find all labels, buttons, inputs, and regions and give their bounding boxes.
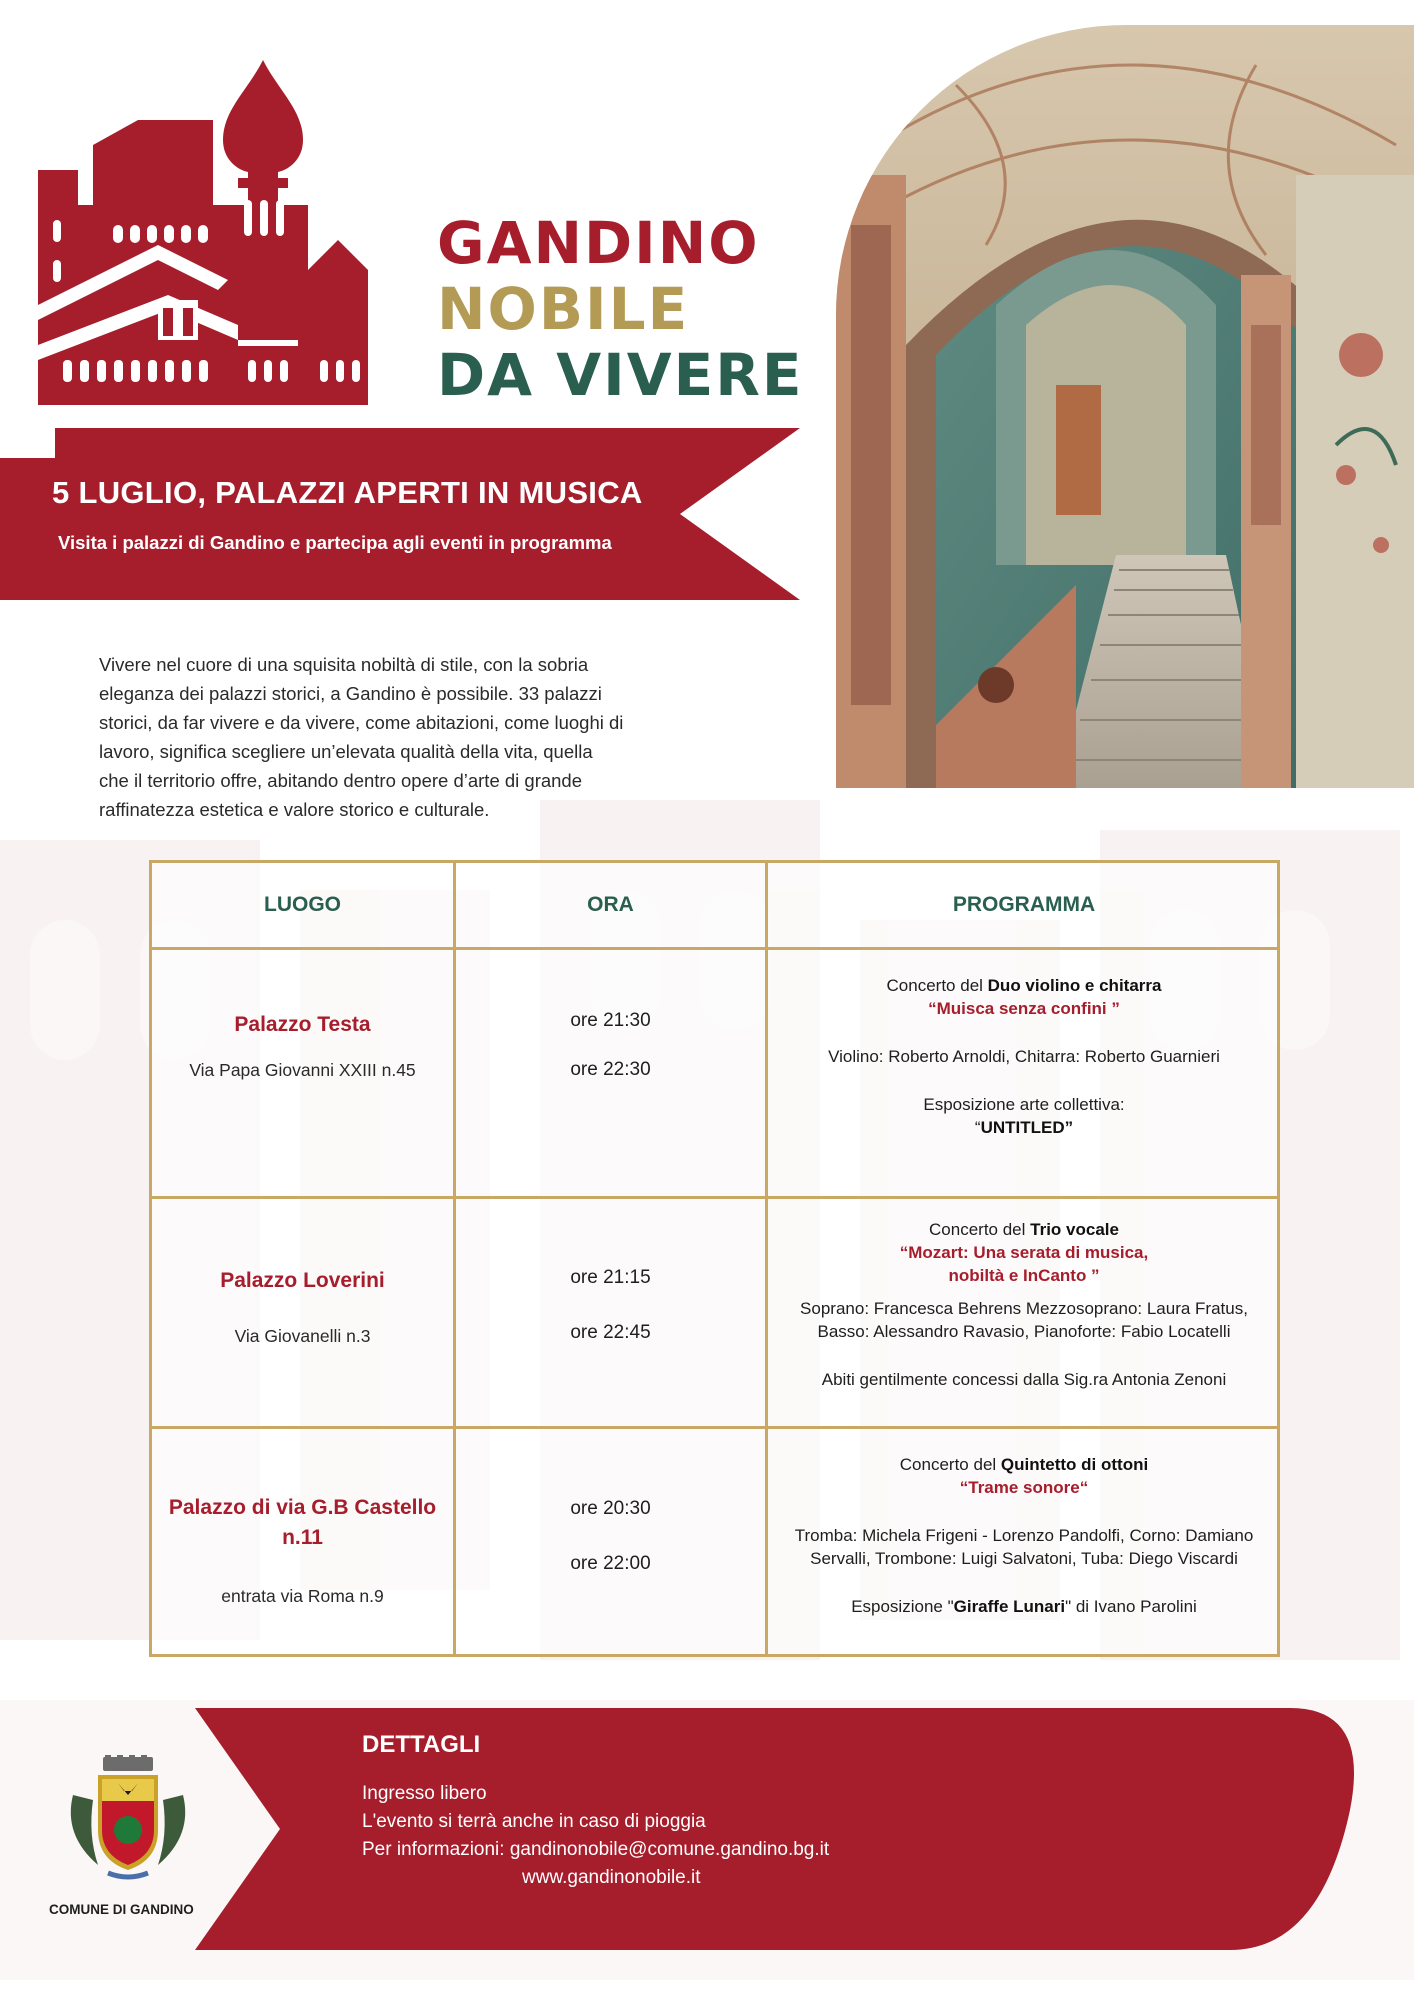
event-time: ore 20:30 <box>570 1498 651 1519</box>
intro-line: lavoro, significa scegliere un’elevata qualità della vita, quella <box>99 741 593 762</box>
details-entry-free: Ingresso libero <box>362 1783 487 1804</box>
intro-line: Vivere nel cuore di una squisita nobiltà di stile, con la sobria <box>99 654 589 675</box>
place-name-testa: Palazzo Testa <box>234 1013 371 1036</box>
details-title: DETTAGLI <box>362 1731 481 1758</box>
comune-label: COMUNE DI GANDINO <box>49 1902 194 1917</box>
brand-line-gandino: GANDINO <box>437 209 760 277</box>
concert-ensemble: Quintetto di ottoni <box>1000 1455 1149 1474</box>
place-name-loverini: Palazzo Loverini <box>220 1269 385 1292</box>
program-loverini <box>768 1218 1280 1391</box>
concert-line: Concerto del Quintetto di ottoni <box>899 1455 1149 1474</box>
intro-line: raffinatezza estetica e valore storico e culturale. <box>99 799 490 820</box>
intro-line: eleganza dei palazzi storici, a Gandino è possibile. 33 palazzi <box>99 683 602 704</box>
header-programma: PROGRAMMA <box>952 893 1096 916</box>
performers-line: Violino: Roberto Arnoldi, Chitarra: Roberto Guarnieri <box>828 1047 1220 1066</box>
exhibition-line: Esposizione "Giraffe Lunari" di Ivano Parolini <box>851 1597 1197 1616</box>
intro-line: storici, da far vivere e da vivere, come abitazioni, come luoghi di <box>99 712 624 733</box>
palazzo-staircase-photo <box>836 25 1414 788</box>
event-time: ore 22:00 <box>570 1553 651 1574</box>
concert-ensemble: Trio vocale <box>1030 1220 1119 1239</box>
details-contact-email: Per informazioni: gandinonobile@comune.gandino.bg.it <box>362 1839 830 1860</box>
intro-line: che il territorio offre, abitando dentro opere d’arte di grande <box>99 770 583 791</box>
concert-title: “Mozart: Una serata di musica, <box>899 1243 1149 1262</box>
details-website: www.gandinonobile.it <box>522 1867 701 1888</box>
event-time: ore 22:45 <box>570 1322 651 1343</box>
event-time: ore 22:30 <box>570 1059 651 1080</box>
intro-paragraph <box>99 650 684 824</box>
details-rain: L'evento si terrà anche in caso di pioggia <box>362 1811 706 1832</box>
event-time: ore 21:15 <box>570 1267 651 1288</box>
place-address: Via Giovanelli n.3 <box>234 1326 371 1346</box>
concert-title: “Muisca senza confini ” <box>928 999 1120 1018</box>
concert-title: nobiltà e InCanto ” <box>948 1266 1100 1285</box>
row-divider <box>152 947 1277 950</box>
header-luogo: LUOGO <box>264 893 341 916</box>
program-testa <box>768 974 1280 1139</box>
coat-of-arms-icon <box>58 1755 198 1885</box>
performers-line: Basso: Alessandro Ravasio, Pianoforte: Fabio Locatelli <box>817 1322 1231 1341</box>
title-banner <box>0 428 805 600</box>
events-table <box>149 860 1280 1657</box>
performers-line: Soprano: Francesca Behrens Mezzosoprano: Laura Fratus, <box>800 1299 1248 1318</box>
performers-line: Tromba: Michela Frigeni - Lorenzo Pandolfi, Corno: Damiano <box>794 1526 1254 1545</box>
place-address: Via Papa Giovanni XXIII n.45 <box>189 1060 416 1080</box>
row-divider <box>152 1196 1277 1199</box>
event-time: ore 21:30 <box>570 1010 651 1031</box>
header-ora: ORA <box>587 893 634 916</box>
row-divider <box>152 1426 1277 1429</box>
exhibition-title: “UNTITLED” <box>974 1118 1074 1137</box>
brand-line-nobile: NOBILE <box>437 275 690 343</box>
place-name-castello: Palazzo di via G.B Castello n.11 <box>168 1496 437 1549</box>
event-subtitle: Visita i palazzi di Gandino e partecipa agli eventi in programma <box>58 532 612 553</box>
event-title: 5 LUGLIO, PALAZZI APERTI IN MUSICA <box>52 475 643 510</box>
costumes-line: Abiti gentilmente concessi dalla Sig.ra Antonia Zenoni <box>821 1370 1227 1389</box>
performers-line: Servalli, Trombone: Luigi Salvatoni, Tuba: Diego Viscardi <box>810 1549 1238 1568</box>
concert-ensemble: Duo violino e chitarra <box>987 976 1162 995</box>
concert-line: Concerto del Trio vocale <box>929 1220 1119 1239</box>
program-castello <box>768 1453 1280 1618</box>
gandino-logo-icon <box>38 60 390 405</box>
column-divider <box>453 863 456 1654</box>
concert-title: “Trame sonore“ <box>959 1478 1089 1497</box>
brand-wordmark <box>437 210 803 408</box>
place-address: entrata via Roma n.9 <box>221 1586 384 1606</box>
brand-line-da-vivere: DA VIVERE <box>437 341 804 409</box>
concert-line: Concerto del Duo violino e chitarra <box>886 976 1162 995</box>
exhibition-line: Esposizione arte collettiva: <box>923 1095 1125 1114</box>
